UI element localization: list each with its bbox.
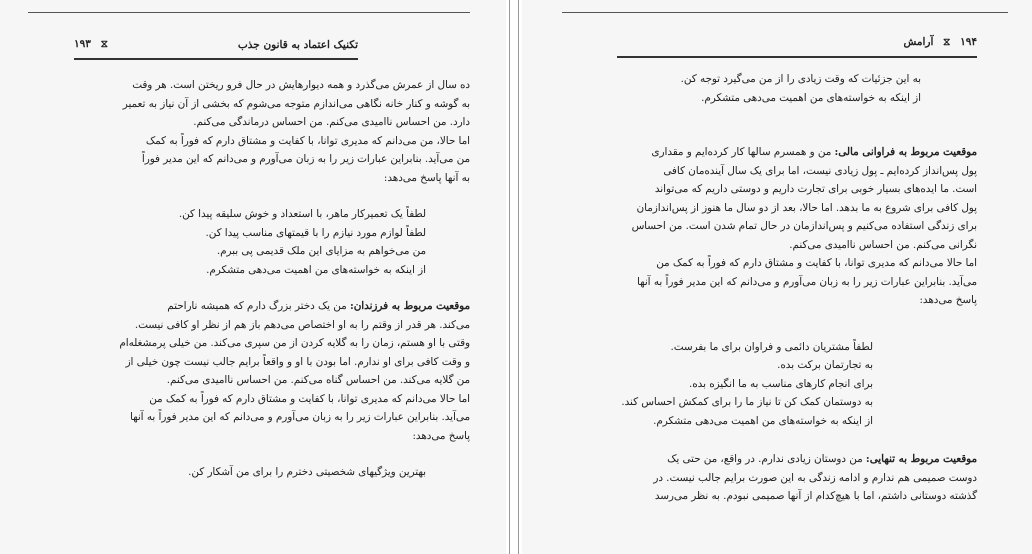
text-line: اما حالا می‌دانم که مدیری توانا، با کفایت و مشتاق دارم که فوراً به کمک من	[656, 257, 977, 269]
list-item: بهترین ویژگیهای شخصیتی دخترم را برای من آشکار کن.	[188, 466, 426, 478]
list-item: لطفاً یک تعمیرکار ماهر، با استعداد و خوش سلیقه پیدا کن.	[178, 208, 426, 220]
header-rule	[617, 56, 977, 58]
text-line: گذشته دوستانی داشتم، اما با هیچ‌کدام از آنها صمیمی نبودم. به نظر می‌رسد	[654, 490, 977, 502]
text-line: است. ما ایده‌های بسیار خوبی برای تجارت داریم و دوستی داریم که می‌تواند	[654, 183, 977, 195]
text-line: از اینکه به خواسته‌های من اهمیت می‌دهی متشکرم.	[701, 91, 921, 104]
text-line: پاسخ می‌دهد:	[412, 429, 470, 442]
list-item: لطفاً لوازم مورد نیازم را با قیمتهای مناسب پیدا کن.	[205, 226, 426, 239]
text-line: دوست صمیمی هم ندارم و ادامه زندگی به این صورت برایم جالب نیست. در	[653, 471, 977, 484]
text-line: می‌کند. هر قدر از وقتم را به او اختصاص می‌دهم باز هم از نظر او کافی نیست.	[134, 318, 470, 331]
page-number: ۱۹۴	[960, 36, 977, 48]
page-header	[617, 36, 977, 49]
hourglass-icon: ⧖	[943, 36, 951, 48]
text-line: نگرانی می‌کنم. من احساس ناامیدی می‌کنم.	[789, 238, 977, 251]
section-line: موقعیت مربوط به فرزندان: من یک دختر بزرگ دارم که همیشه ناراحتم	[167, 300, 470, 312]
text-line: پاسخ می‌دهد:	[919, 294, 977, 306]
section-line: موقعیت مربوط به تنهایی: من دوستان زیادی ندارم. در واقع، من حتی یک	[667, 453, 977, 465]
list-item: من می‌خواهم به مزایای این ملک قدیمی پی ببرم.	[216, 245, 426, 257]
section-title: موقعیت مربوط به فرزندان:	[349, 300, 470, 312]
text-line: اما حالا می‌دانم که مدیری توانا، با کفایت و مشتاق دارم که فوراً به کمک من	[149, 392, 470, 405]
text-line: دارد. من احساس ناامیدی می‌کنم. من احساس درماندگی می‌کنم.	[193, 116, 470, 128]
text-line: به این جزئیات که وقت زیادی را از من می‌گیرد توجه کن.	[680, 73, 921, 85]
list-item: به تجارتمان برکت بده.	[777, 359, 873, 371]
hourglass-icon: ⧖	[100, 38, 108, 50]
left-page	[0, 0, 506, 554]
text-line: پول پس‌انداز کرده‌ایم ـ پول زیادی نیست، اما برای یک سال آینده‌مان کافی	[663, 164, 977, 177]
header-title: تکنیک اعتماد به قانون جذب	[237, 39, 358, 51]
text-line: اما حالا، من می‌دانم که مدیری توانا، با کفایت و مشتاق دارم که فوراً به کمک	[145, 134, 470, 147]
list-item: به دوستمان کمک کن تا نیاز ما را برای کمکش احساس کند.	[621, 396, 873, 408]
list-item: از اینکه به خواسته‌های من اهمیت می‌دهی متشکرم.	[653, 414, 873, 427]
text-line: پول کافی برای شروع به ما بدهد. اما حالا، بعد از دو سال ما هنوز از پس‌اندازمان	[636, 201, 977, 214]
list-item: لطفاً مشتریان دائمی و فراوان برای ما بفرست.	[670, 340, 873, 353]
text-line: برای زندگی استفاده می‌کنیم و پس‌اندازمان در حال تمام شدن است. من احساس	[631, 220, 977, 232]
text-line: من گلایه می‌کند. من احساس گناه می‌کنم. من احساس ناامیدی می‌کنم.	[166, 374, 470, 386]
text-line: من می‌آید. بنابراین عبارات زیر را به زبان می‌آورم و می‌دانم که این مدیر فوراً	[141, 153, 470, 165]
book-gutter	[506, 0, 522, 554]
section-line: موقعیت مربوط به فراوانی مالی: من و همسرم سالها کار کرده‌ایم و مقداری	[651, 146, 977, 158]
page-header	[74, 38, 358, 51]
text-line: می‌آید. بنابراین عبارات زیر را به زبان می‌آورم و می‌دانم که این مدیر فوراً به آنها	[129, 411, 470, 423]
right-page	[522, 0, 1032, 554]
header-title: آرامش	[903, 36, 934, 48]
text-line: به گوشه و کنار خانه نگاهی می‌اندازم متوجه می‌شوم که بخشی از آن نیاز به تعمیر	[122, 97, 470, 110]
page-body	[617, 70, 977, 506]
top-rule	[562, 12, 1008, 13]
list-item: برای انجام کارهای مناسب به ما انگیزه بده.	[689, 377, 873, 390]
text-line: می‌آید. بنابراین عبارات زیر را به زبان می‌آورم و می‌دانم که این مدیر فوراً به آنها	[636, 275, 977, 288]
top-rule	[28, 12, 470, 13]
header-rule	[74, 58, 358, 60]
section-title: موقعیت مربوط به تنهایی:	[865, 453, 977, 465]
text-line: ده سال از عمرش می‌گذرد و همه دیوارهایش در حال فرو ریختن است. هر وقت	[132, 79, 470, 91]
page-number: ۱۹۳	[74, 38, 91, 50]
text-line: وقتی با او هستم، زمان را به گلایه کردن از من سپری می‌کند. من خیلی پرمشغله‌ام	[119, 337, 470, 349]
text-line: و وقت کافی برای او ندارم. اما بودن با او و واقعاً برایم جالب نیست چون خیلی از	[125, 355, 470, 368]
text-line: به آنها پاسخ می‌دهد:	[383, 171, 470, 184]
section-title: موقعیت مربوط به فراوانی مالی:	[834, 146, 977, 158]
list-item: از اینکه به خواسته‌های من اهمیت می‌دهی متشکرم.	[206, 263, 426, 276]
page-body	[74, 76, 470, 482]
